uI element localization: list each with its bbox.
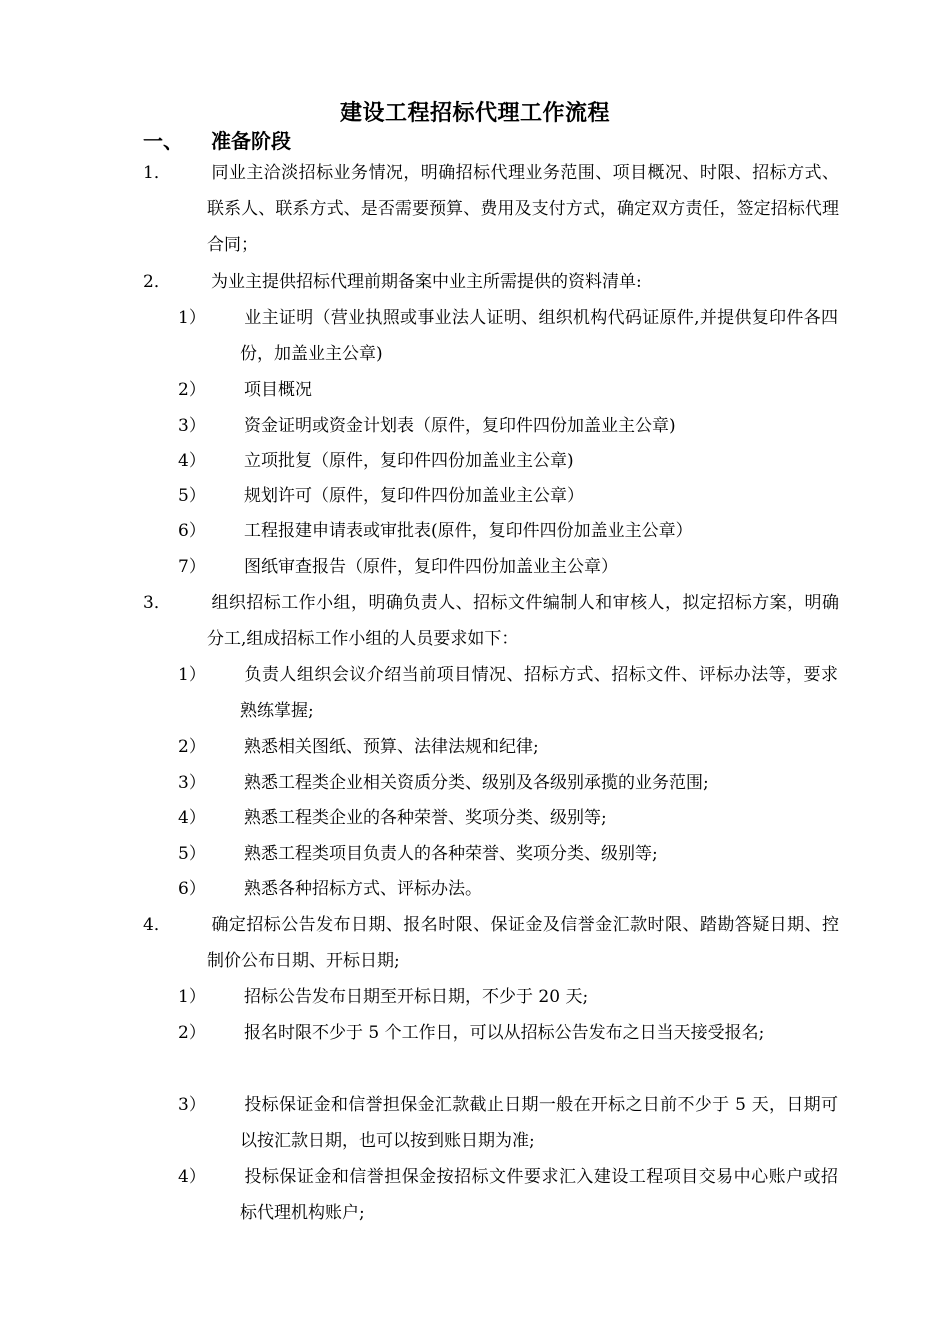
item-marker: 6） — [178, 521, 206, 541]
item-text: 图纸审查报告（原件，复印件四份加盖业主公章） — [244, 557, 618, 577]
item-text: 熟悉各种招标方式、评标办法。 — [244, 879, 482, 899]
list-item — [178, 871, 838, 907]
item-text: 为业主提供招标代理前期备案中业主所需提供的资料清单: — [211, 272, 642, 292]
list-item — [178, 836, 838, 872]
item-text: 招标公告发布日期至开标日期，不少于 20 天; — [244, 987, 589, 1007]
item-marker: 5） — [178, 486, 206, 506]
item-marker: 1） — [178, 308, 206, 328]
item-text: 同业主洽淡招标业务情况，明确招标代理业务范围、项目概况、时限、招标方式、联系人、联系方式、是否需要预算、费用及支付方式，确定双方责任，签定招标代理合同； — [207, 163, 839, 255]
list-item — [178, 1159, 838, 1231]
list-item — [143, 585, 839, 657]
item-marker: 3） — [178, 1095, 206, 1115]
list-item — [143, 264, 839, 300]
item-marker: 3． — [143, 593, 171, 613]
item-text: 项目概况 — [244, 380, 312, 400]
item-marker: 1． — [143, 163, 171, 183]
item-text: 投标保证金和信誉担保金按招标文件要求汇入建设工程项目交易中心账户或招标代理机构账户; — [240, 1167, 838, 1223]
item-text: 熟悉工程类企业相关资质分类、级别及各级别承揽的业务范围; — [244, 773, 709, 793]
section-label: 准备阶段 — [211, 129, 291, 153]
item-marker: 4） — [178, 451, 206, 471]
item-marker: 4） — [178, 1167, 206, 1187]
list-item — [178, 729, 838, 765]
list-item — [178, 478, 838, 514]
list-item — [178, 1087, 838, 1159]
list-item — [178, 513, 838, 549]
item-marker: 2） — [178, 1023, 206, 1043]
item-marker: 2． — [143, 272, 171, 292]
item-text: 熟悉工程类企业的各种荣誉、奖项分类、级别等; — [244, 808, 607, 828]
list-item — [178, 979, 838, 1015]
item-text: 业主证明（营业执照或事业法人证明、组织机构代码证原件,并提供复印件各四份，加盖业主公章) — [240, 308, 838, 364]
list-item — [143, 155, 839, 263]
item-text: 组织招标工作小组，明确负责人、招标文件编制人和审核人，拟定招标方案，明确分工,组成招标工作小组的人员要求如下： — [207, 593, 839, 649]
item-marker: 2） — [178, 380, 206, 400]
list-item — [178, 765, 838, 801]
item-text: 投标保证金和信誉担保金汇款截止日期一般在开标之日前不少于 5 天，日期可以按汇款日期，也可以按到账日期为准; — [240, 1095, 838, 1151]
item-text: 熟悉工程类项目负责人的各种荣誉、奖项分类、级别等; — [244, 844, 658, 864]
list-item — [178, 443, 838, 479]
item-marker: 3） — [178, 773, 206, 793]
item-marker: 6） — [178, 879, 206, 899]
list-item — [178, 1015, 838, 1051]
section-number: 一、 — [143, 129, 183, 153]
item-marker: 2） — [178, 737, 206, 757]
item-text: 规划许可（原件，复印件四份加盖业主公章） — [244, 486, 584, 506]
item-marker: 1） — [178, 665, 206, 685]
list-item — [178, 372, 838, 408]
list-item — [178, 300, 838, 372]
document-title: 建设工程招标代理工作流程 — [339, 100, 610, 126]
item-text: 资金证明或资金计划表（原件，复印件四份加盖业主公章) — [244, 416, 676, 436]
item-marker: 5） — [178, 844, 206, 864]
item-text: 熟悉相关图纸、预算、法律法规和纪律; — [244, 737, 539, 757]
item-text: 报名时限不少于 5 个工作日，可以从招标公告发布之日当天接受报名; — [244, 1023, 765, 1043]
item-text: 立项批复（原件，复印件四份加盖业主公章) — [244, 451, 574, 471]
item-text: 负责人组织会议介绍当前项目情况、招标方式、招标文件、评标办法等，要求熟练掌握; — [240, 665, 838, 721]
list-item — [178, 549, 838, 585]
item-marker: 1） — [178, 987, 206, 1007]
item-text: 确定招标公告发布日期、报名时限、保证金及信誉金汇款时限、踏勘答疑日期、控制价公布日期、开标日期; — [207, 915, 839, 971]
list-item — [178, 657, 838, 729]
item-text: 工程报建申请表或审批表(原件，复印件四份加盖业主公章） — [244, 521, 693, 541]
list-item — [178, 408, 838, 444]
list-item — [178, 800, 838, 836]
list-item — [143, 907, 839, 979]
item-marker: 4） — [178, 808, 206, 828]
section-heading — [143, 125, 291, 154]
item-marker: 3） — [178, 416, 206, 436]
item-marker: 4． — [143, 915, 171, 935]
item-marker: 7） — [178, 557, 206, 577]
